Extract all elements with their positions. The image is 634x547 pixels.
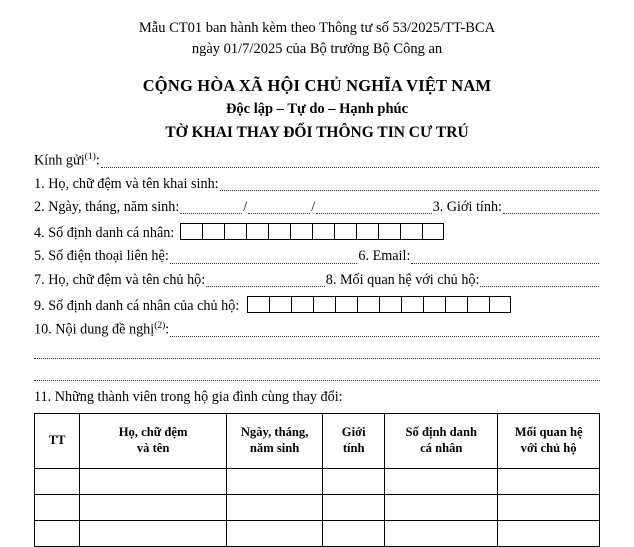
field-email-input[interactable]: [411, 252, 599, 264]
field-phone-input[interactable]: [170, 252, 358, 264]
field-members-row: [34, 390, 600, 404]
field-dob-row: [34, 200, 600, 214]
field-personal-id-label: 4. Số định danh cá nhân:: [34, 225, 175, 242]
id-cell[interactable]: [400, 223, 422, 240]
document-title: TỜ KHAI THAY ĐỔI THÔNG TIN CƯ TRÚ: [165, 124, 469, 142]
field-members-label: 11. Những thành viên trong hộ gia đình cùng thay đổi:: [34, 388, 343, 405]
table-row[interactable]: [35, 494, 600, 520]
id-cell[interactable]: [356, 223, 378, 240]
id-cell[interactable]: [290, 223, 312, 240]
field-dob-day-input[interactable]: [180, 202, 242, 214]
field-householder-id-boxes[interactable]: [247, 296, 511, 313]
table-cell[interactable]: [498, 494, 600, 520]
table-cell[interactable]: [227, 494, 323, 520]
field-sex-label: 3. Giới tính:: [432, 199, 502, 216]
field-fullname-input[interactable]: [220, 179, 599, 191]
table-cell[interactable]: [35, 494, 80, 520]
table-cell[interactable]: [385, 494, 498, 520]
id-cell[interactable]: [334, 223, 356, 240]
column-header-personal-id: Số định danh cá nhân: [385, 413, 498, 468]
id-cell[interactable]: [423, 296, 445, 313]
form-code-line1: Mẫu CT01 ban hành kèm theo Thông tư số 53/2025/TT-BCA: [138, 20, 496, 36]
id-cell[interactable]: [401, 296, 423, 313]
form-code-header: [34, 18, 600, 60]
field-recipient-label: Kính gửi$^{(1)}$:: [34, 152, 100, 169]
table-cell[interactable]: [80, 494, 227, 520]
table-row[interactable]: [35, 520, 600, 546]
id-cell[interactable]: [268, 223, 290, 240]
field-personal-id-row: [34, 223, 600, 240]
members-table-body: [35, 468, 600, 546]
id-cell[interactable]: [202, 223, 224, 240]
table-cell[interactable]: [323, 468, 385, 494]
field-recipient-input[interactable]: [101, 156, 599, 168]
id-cell[interactable]: [378, 223, 400, 240]
table-cell[interactable]: [498, 468, 600, 494]
national-heading: CỘNG HÒA XÃ HỘI CHỦ NGHĨA VIỆT NAM: [142, 76, 492, 96]
field-dob-month-input[interactable]: [248, 202, 310, 214]
table-cell[interactable]: [80, 520, 227, 546]
id-cell[interactable]: [422, 223, 444, 240]
column-header-tt: TT: [35, 413, 80, 468]
column-header-dob: Ngày, tháng, năm sinh: [227, 413, 323, 468]
table-cell[interactable]: [227, 520, 323, 546]
id-cell[interactable]: [489, 296, 511, 313]
field-householder-input[interactable]: [206, 275, 325, 287]
id-cell[interactable]: [312, 223, 334, 240]
form-body: [34, 153, 600, 547]
field-phone-label: 5. Số điện thoại liên hệ:: [34, 248, 169, 265]
field-householder-id-row: [34, 296, 600, 313]
id-cell[interactable]: [246, 223, 268, 240]
field-email-label: 6. Email:: [358, 248, 411, 265]
members-table: [34, 413, 600, 547]
id-cell[interactable]: [335, 296, 357, 313]
id-cell[interactable]: [224, 223, 246, 240]
id-cell[interactable]: [180, 223, 202, 240]
field-relation-input[interactable]: [480, 275, 599, 287]
table-cell[interactable]: [385, 468, 498, 494]
field-request-label: 10. Nội dung đề nghị$^{(2)}$:: [34, 320, 170, 338]
table-cell[interactable]: [35, 520, 80, 546]
id-cell[interactable]: [313, 296, 335, 313]
field-recipient-row: [34, 153, 600, 168]
field-request-input[interactable]: [170, 325, 599, 337]
id-cell[interactable]: [247, 296, 269, 313]
footnote-marker-1: (1): [84, 152, 96, 163]
dob-sep-2: /: [311, 199, 316, 216]
footnote-marker-2: (2): [154, 320, 166, 331]
field-phone-row: [34, 249, 600, 263]
id-cell[interactable]: [357, 296, 379, 313]
column-header-sex: Giới tính: [323, 413, 385, 468]
field-request-line3[interactable]: [34, 368, 600, 381]
field-fullname-row: [34, 177, 600, 191]
table-row[interactable]: [35, 468, 600, 494]
table-cell[interactable]: [385, 520, 498, 546]
field-request-row: [34, 322, 600, 337]
field-householder-row: [34, 273, 600, 287]
field-dob-year-input[interactable]: [316, 202, 431, 214]
id-cell[interactable]: [467, 296, 489, 313]
table-cell[interactable]: [323, 520, 385, 546]
column-header-name: Họ, chữ đệm và tên: [80, 413, 227, 468]
field-sex-input[interactable]: [503, 202, 599, 214]
table-cell[interactable]: [35, 468, 80, 494]
field-request-line2[interactable]: [34, 346, 600, 359]
field-personal-id-boxes[interactable]: [180, 223, 444, 240]
field-dob-label: 2. Ngày, tháng, năm sinh:: [34, 199, 180, 216]
dob-sep-1: /: [243, 199, 248, 216]
field-householder-label: 7. Họ, chữ đệm và tên chủ hộ:: [34, 271, 206, 288]
national-motto: Độc lập – Tự do – Hạnh phúc: [225, 101, 409, 118]
title-block: [34, 76, 600, 142]
field-householder-id-label: 9. Số định danh cá nhân của chủ hộ:: [34, 297, 240, 314]
id-cell[interactable]: [291, 296, 313, 313]
id-cell[interactable]: [445, 296, 467, 313]
field-fullname-label: 1. Họ, chữ đệm và tên khai sinh:: [34, 175, 219, 192]
table-cell[interactable]: [80, 468, 227, 494]
table-cell[interactable]: [323, 494, 385, 520]
field-relation-label: 8. Mối quan hệ với chủ hộ:: [325, 271, 480, 288]
form-code-line2: ngày 01/7/2025 của Bộ trưởng Bộ Công an: [191, 41, 443, 58]
column-header-relation: Mối quan hệ với chủ hộ: [498, 413, 600, 468]
id-cell[interactable]: [269, 296, 291, 313]
members-table-header-row: [35, 413, 600, 468]
table-cell[interactable]: [227, 468, 323, 494]
id-cell[interactable]: [379, 296, 401, 313]
table-cell[interactable]: [498, 520, 600, 546]
